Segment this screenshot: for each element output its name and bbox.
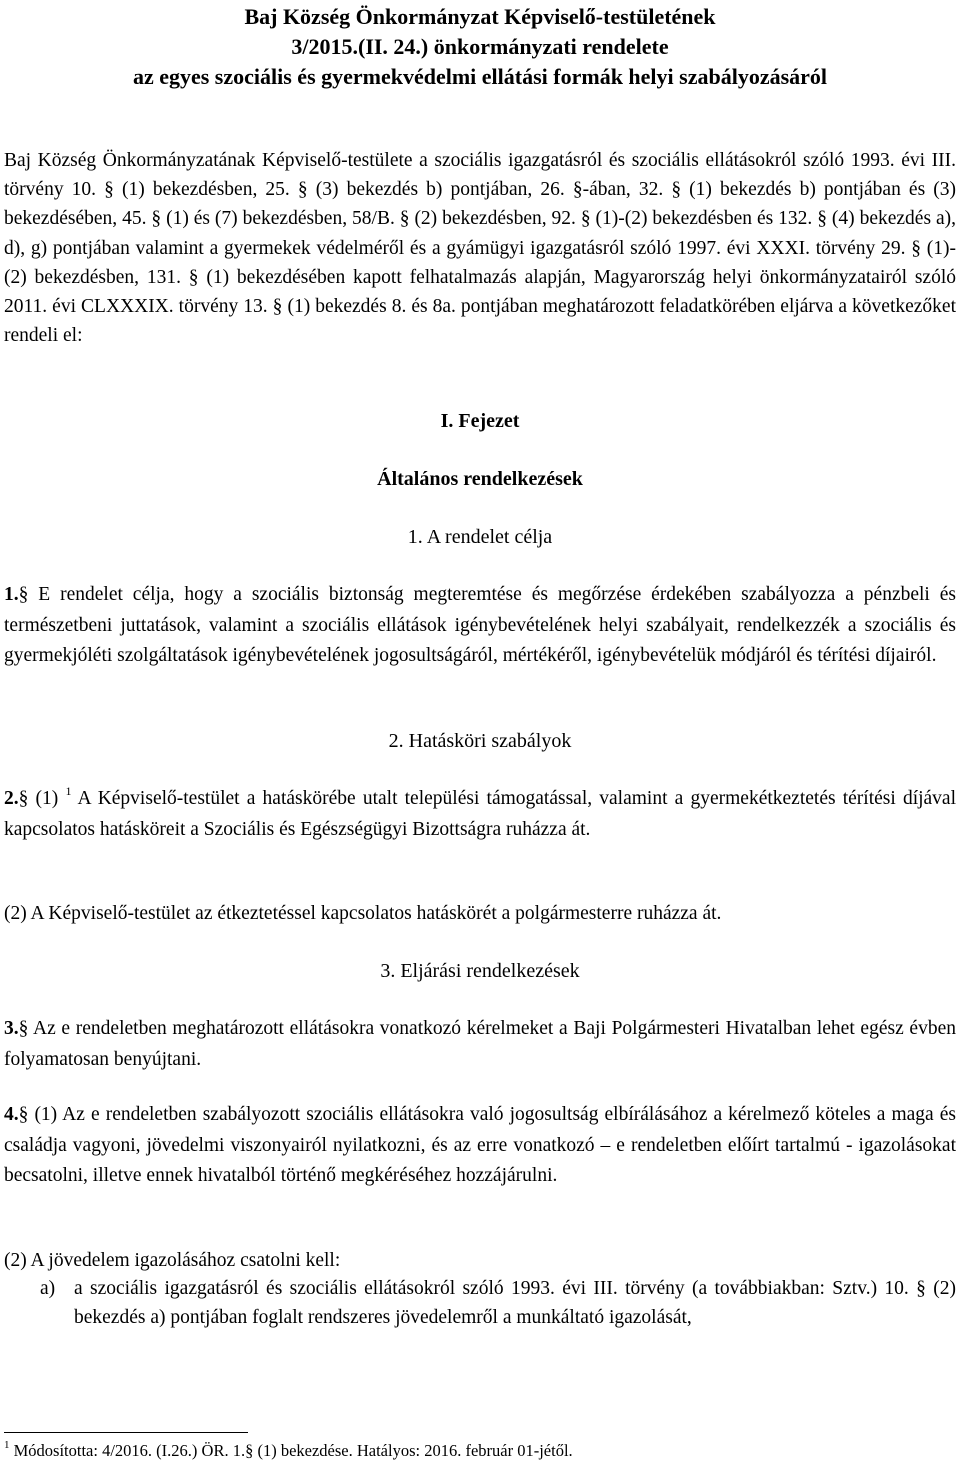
section-4-number: 4. <box>4 1104 19 1125</box>
list-item-text: a szociális igazgatásról és szociális ellátásokról szóló 1993. évi III. törvény (a továbbiakban: Sztv.) 10. § (2) bekezdés a) pontjában foglalt rendszeres jövedelemről a munkáltató igazolását, <box>74 1278 956 1328</box>
section-sign: § <box>18 788 29 809</box>
section-1-paragraph <box>4 580 956 672</box>
section-4-text: (1) Az e rendeletben szabályozott szociális ellátásokra való jogosultság elbírálásához a kérelmező köteles a maga és családja vagyoni, jövedelmi viszonyairól nyilatkozni, és az erre vonatkozó – e rendeletben előírt tartalmú - igazolásokat becsatolni, illetve ennek hivatalból történő megkéréséhez hozzájárulni. <box>4 1104 956 1187</box>
document-title-subject: az egyes szociális és gyermekvédelmi ellátási formák helyi szabályozásáról <box>132 64 828 89</box>
footnote-mark: 1 <box>4 1438 10 1451</box>
section-2-paragraph-2: (2) A Képviselő-testület az étkeztetéssel kapcsolatos hatáskörét a polgármesterre ruházza át. <box>4 903 722 924</box>
chapter-title: Általános rendelkezések <box>377 468 583 490</box>
income-documents-list <box>4 1275 956 1332</box>
section-1-number: 1. <box>4 584 19 605</box>
section-2-paragraph-1 <box>4 784 956 845</box>
list-item <box>4 1275 956 1332</box>
section-2-text: A Képviselő-testület a hatáskörébe utalt települési támogatással, valamint a gyermekétkeztetés térítési díjával kapcsolatos hatásköreit a Szociális és Egészségügyi Bizottságra ruházza át. <box>4 788 957 840</box>
footnote-reference: 1 <box>65 783 72 798</box>
section-4-paragraph-1 <box>4 1100 956 1192</box>
section-3-paragraph <box>4 1014 956 1075</box>
section-heading-competence: 2. Hatásköri szabályok <box>388 730 572 752</box>
section-sign: § <box>18 1018 29 1039</box>
preamble-paragraph: Baj Község Önkormányzatának Képviselő-testülete a szociális igazgatásról és szociális ellátásokról szóló 1993. évi III. törvény 10. § (1) bekezdésben, 25. § (3) bekezdés b) pontjában, 26. §-ában, 32. § (1) bekezdés b) pontjában és (3) bekezdésében, 45. § (1) és (7) bekezdésben, 58/B. § (2) bekezdésben, 92. § (1)-(2) bekezdésben és 132. § (4) bekezdés a), d), g) pontjában valamint a gyermekek védelméről és a gyámügyi igazgatásról szóló 1997. évi XXXI. törvény 29. § (1)-(2) bekezdésben, 131. § (1) bekezdésében kapott felhatalmazás alapján, Magyarország helyi önkormányzatairól szóló 2011. évi CLXXXIX. törvény 13. § (1) bekezdés 8. és 8a. pontjában meghatározott feladatkörében eljárva a következőket rendeli el: <box>4 150 956 347</box>
section-sign: § <box>18 1104 29 1125</box>
chapter-number: I. Fejezet <box>440 410 520 432</box>
section-2-paragraph-number: (1) <box>28 788 59 809</box>
section-1-text: E rendelet célja, hogy a szociális biztonság megteremtése és megőrzése érdekében szabályozza a pénzbeli és természetbeni juttatások, valamint a szociális ellátások igénybevételének helyi szabályait, rendelkezzék a szociális és gyermekjóléti szolgáltatások igénybevételének jogosultságáról, mértékéről, igénybevételük módjáról és térítési díjairól. <box>4 584 956 667</box>
document-title-issuer: Baj Község Önkormányzat Képviselő-testületének <box>244 4 716 29</box>
list-item-marker: a) <box>40 1278 56 1299</box>
section-heading-purpose: 1. A rendelet célja <box>407 526 553 548</box>
section-3-number: 3. <box>4 1018 19 1039</box>
footnote-separator <box>4 1432 248 1433</box>
section-3-text: Az e rendeletben meghatározott ellátásokra vonatkozó kérelmeket a Baji Polgármesteri Hivatalban lehet egész évben folyamatosan benyújtani. <box>4 1018 956 1070</box>
footnote-text: Módosította: 4/2016. (I.26.) ÖR. 1.§ (1) bekezdése. Hatályos: 2016. február 01-jétől. <box>9 1441 573 1460</box>
section-4-paragraph-2: (2) A jövedelem igazolásához csatolni kell: <box>4 1250 341 1271</box>
document-title-number: 3/2015.(II. 24.) önkormányzati rendelete <box>291 34 669 59</box>
section-heading-procedure: 3. Eljárási rendelkezések <box>380 960 580 982</box>
section-sign: § <box>18 584 29 605</box>
footnote <box>4 1440 956 1462</box>
section-2-number: 2. <box>4 788 19 809</box>
